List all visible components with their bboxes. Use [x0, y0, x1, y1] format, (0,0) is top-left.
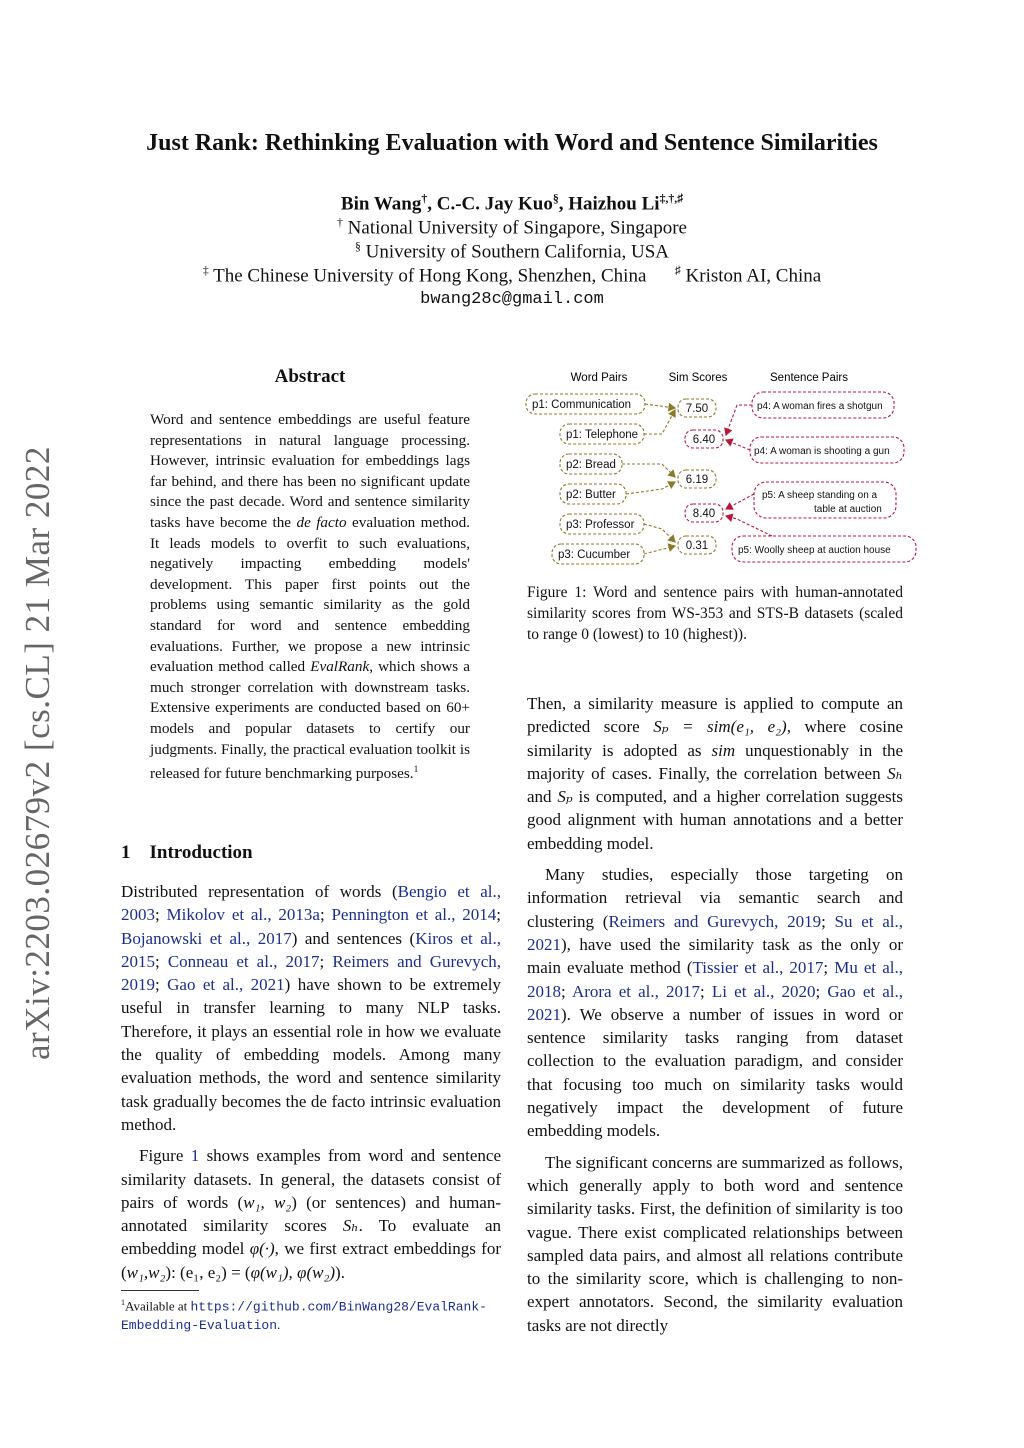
- header-sim-scores: Sim Scores: [668, 372, 728, 384]
- abstract-heading: Abstract: [274, 366, 346, 387]
- citation-link[interactable]: Mu et al., 2018: [527, 958, 903, 1001]
- sentence-label: p5: Woolly sheep at auction house: [738, 545, 891, 556]
- sentence-label: p5: A sheep standing on a: [762, 490, 878, 501]
- arrow: [644, 524, 675, 542]
- citation-link[interactable]: Conneau et al., 2017: [167, 951, 320, 971]
- affiliation-nus: † National University of Singapore, Singapore: [337, 216, 687, 239]
- abstract-text: Word and sentence embeddings are useful feature representations in natural language processing. However, intrinsic evaluation for embeddings lags far behind, and there has been no significant update since the past decade. Word and sentence similarity tasks have become the de facto evaluation method. It leads models to overfit to such evaluations, negatively impacting embedding models' development. This paper first points out the problems using semantic similarity as the gold standard for word and sentence embedding evaluations. Further, we propose a new intrinsic evaluation method called EvalRank, which shows a much stronger correlation with downstream tasks. Extensive experiments are conducted based on 60+ models and popular datasets to certify our judgments. Finally, the practical evaluation toolkit is released for future benchmarking purposes.$^1$: [150, 411, 471, 783]
- score-label: 8.40: [692, 508, 716, 520]
- header-sentence-pairs: Sentence Pairs: [770, 372, 848, 384]
- paragraph: Distributed representation of words (Bengio et al., 2003; Mikolov et al., 2013a; Pennington et al., 2014; Bojanowski et al., 2017) and sentences (Kiros et al., 2015; Conneau et al., 2017; Reimers and Gurevych, 2019; Gao et al., 2021) have shown to be extremely useful in transfer learning to many NLP tasks. Therefore, it plays an essential role in how we evaluate the quality of embedding models. Among many evaluation methods, the word and sentence similarity task gradually becomes the de facto intrinsic evaluation method.: [121, 882, 501, 1134]
- citation-link[interactable]: Tissier et al., 2017: [692, 958, 824, 978]
- arrow: [622, 464, 675, 477]
- email[interactable]: bwang28c@gmail.com: [420, 290, 604, 309]
- header-word-pairs: Word Pairs: [570, 372, 628, 384]
- citation-link[interactable]: Mikolov et al., 2013a: [166, 905, 320, 925]
- citation-link[interactable]: Bengio et al., 2003: [121, 882, 501, 925]
- sentence-label: table at auction: [814, 504, 882, 515]
- citation-link[interactable]: Pennington et al., 2014: [331, 905, 497, 925]
- author-list: Bin Wang†, C.-C. Jay Kuo§, Haizhou Li‡,†,♯: [340, 192, 684, 215]
- author-name: C.-C. Jay Kuo: [436, 193, 553, 215]
- arrow: [726, 440, 750, 450]
- citation-link[interactable]: Kiros et al., 2015: [121, 928, 501, 971]
- footnote: $^1$Available at https://github.com/BinWang28/EvalRank-Embedding-Evaluation.: [121, 1298, 487, 1334]
- citation-link[interactable]: Reimers and Gurevych, 2019: [121, 951, 501, 995]
- word-label: p3: Cucumber: [558, 549, 631, 561]
- score-label: 0.31: [685, 540, 709, 552]
- affiliation-cuhk-kriston: ‡ The Chinese University of Hong Kong, Shenzhen, China ♯ Kriston AI, China: [202, 264, 822, 287]
- citation-link[interactable]: Gao et al., 2021: [527, 981, 903, 1024]
- arrow: [644, 410, 675, 434]
- score-label: 7.50: [685, 403, 709, 415]
- word-label: p2: Butter: [566, 489, 616, 501]
- paragraph: Then, a similarity measure is applied to compute an predicted score Sₚ = sim(e₁, e₂), where cosine similarity is adopted as sim unquestionably in the majority of cases. Finally, the correlation between Sₕ and Sₚ is computed, and a higher correlation suggests good alignment with human annotations and a better embedding model.: [527, 694, 903, 853]
- sentence-label: p4: A woman fires a shotgun: [757, 401, 883, 412]
- intro-right-column: [527, 692, 903, 1337]
- sentence-label: p4: A woman is shooting a gun: [754, 446, 890, 457]
- word-label: p1: Telephone: [566, 429, 639, 441]
- figure-1-caption: Figure 1: Word and sentence pairs with human-annotated similarity scores from WS-353 and STS-B datasets (scaled to range 0 (lowest) to 10 (highest)).: [527, 584, 903, 643]
- word-label: p2: Bread: [566, 459, 616, 471]
- section-heading: 1 Introduction: [121, 842, 253, 863]
- arxiv-identifier: arXiv:2203.02679v2 [cs.CL] 21 Mar 2022: [18, 446, 57, 1060]
- paragraph: The significant concerns are summarized as follows, which generally apply to both word and sentence similarity tasks. First, the definition of similarity is too vague. There exist complicated relationships between sampled data pairs, and almost all relations contribute to the similarity score, which is challenging to non-expert annotators. Second, the similarity evaluation tasks are not directly: [527, 1152, 903, 1335]
- citation-link[interactable]: Reimers and Gurevych, 2019: [608, 911, 822, 931]
- score-label: 6.40: [692, 434, 716, 446]
- footnote-rule: [121, 1290, 199, 1291]
- affiliation-usc: § University of Southern California, USA: [354, 240, 670, 263]
- github-link[interactable]: https://github.com/BinWang28/EvalRank-Embedding-Evaluation: [121, 1299, 487, 1334]
- paragraph: Figure 1 shows examples from word and sentence similarity datasets. In general, the datasets consist of pairs of words (w₁, w₂) (or sentences) and human-annotated similarity scores Sₕ. To evaluate an embedding model φ(·), we first extract embeddings for (w₁,w₂): (e₁, e₂) = (φ(w₁), φ(w₂)).: [121, 1146, 502, 1282]
- paper-title: Just Rank: Rethinking Evaluation with Word and Sentence Similarities: [146, 130, 878, 156]
- citation-link[interactable]: Bojanowski et al., 2017: [121, 928, 292, 948]
- intro-left-column: [121, 880, 501, 1284]
- citation-link[interactable]: Gao et al., 2021: [167, 975, 285, 995]
- arrow: [644, 546, 675, 554]
- arrow: [726, 516, 772, 536]
- arrow: [626, 482, 675, 494]
- word-label: p1: Communication: [532, 399, 632, 411]
- score-label: 6.19: [685, 474, 709, 486]
- author-name: Bin Wang: [340, 193, 422, 215]
- figure-ref-link[interactable]: 1: [190, 1146, 200, 1166]
- citation-link[interactable]: Su et al., 2021: [527, 911, 903, 954]
- paragraph: Many studies, especially those targeting on information retrieval via semantic search and clustering (Reimers and Gurevych, 2019; Su et al., 2021), have used the similarity task as the only or main evaluate method (Tissier et al., 2017; Mu et al., 2018; Arora et al., 2017; Li et al., 2020; Gao et al., 2021). We observe a number of issues in word or sentence similarity tasks ranging from dataset collection to the evaluation paradigm, and consider that focusing too much on similarity tasks would negatively impact the development of future embedding models.: [527, 865, 903, 1141]
- word-label: p3: Professor: [566, 519, 635, 531]
- citation-link[interactable]: Li et al., 2020: [711, 981, 816, 1001]
- figure-1-diagram: [522, 364, 922, 574]
- arrow: [726, 405, 752, 435]
- arrow: [645, 404, 675, 408]
- citation-link[interactable]: Arora et al., 2017: [571, 981, 701, 1001]
- author-name: Haizhou Li: [568, 193, 660, 215]
- arrow: [726, 494, 754, 509]
